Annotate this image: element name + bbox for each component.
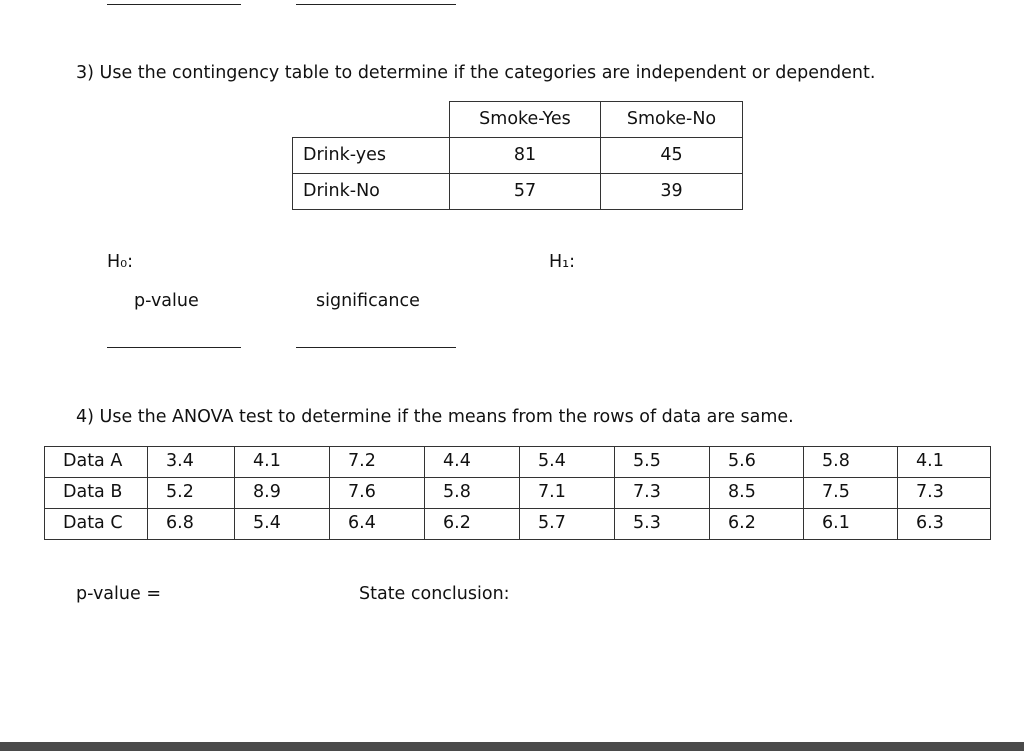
table-cell: 7.3 — [898, 478, 991, 509]
anova-data-table — [44, 446, 991, 540]
table-cell: 4.4 — [425, 447, 520, 478]
table-cell: 6.1 — [804, 509, 898, 540]
table-cell: 45 — [601, 138, 743, 174]
row-label-data-b: Data B — [45, 478, 148, 509]
table-row — [45, 509, 991, 540]
contingency-header-row — [293, 102, 743, 138]
table-cell: 81 — [450, 138, 601, 174]
table-row — [293, 174, 743, 210]
row-label-data-a: Data A — [45, 447, 148, 478]
table-cell: 5.6 — [710, 447, 804, 478]
table-cell: 7.6 — [330, 478, 425, 509]
table-cell: 7.5 — [804, 478, 898, 509]
table-cell: 5.5 — [615, 447, 710, 478]
table-cell: 5.4 — [520, 447, 615, 478]
table-cell: 5.2 — [148, 478, 235, 509]
table-cell: 4.1 — [898, 447, 991, 478]
table-cell: 8.9 — [235, 478, 330, 509]
table-cell: 5.4 — [235, 509, 330, 540]
table-cell: 6.8 — [148, 509, 235, 540]
table-cell: 5.3 — [615, 509, 710, 540]
contingency-corner-cell — [293, 102, 450, 138]
anova-pvalue-label: p-value = — [76, 584, 161, 604]
contingency-table — [292, 101, 743, 210]
h0-label: H₀: — [107, 252, 134, 272]
col-header-smoke-yes: Smoke-Yes — [450, 102, 601, 138]
table-cell: 6.2 — [425, 509, 520, 540]
row-label-drink-no: Drink-No — [293, 174, 450, 210]
table-cell: 5.7 — [520, 509, 615, 540]
table-row — [293, 138, 743, 174]
table-cell: 39 — [601, 174, 743, 210]
table-cell: 4.1 — [235, 447, 330, 478]
pvalue-answer-line — [107, 347, 241, 348]
answer-line-top-1 — [107, 4, 241, 5]
table-cell: 7.2 — [330, 447, 425, 478]
table-cell: 8.5 — [710, 478, 804, 509]
table-cell: 6.4 — [330, 509, 425, 540]
table-row — [45, 478, 991, 509]
conclusion-label: State conclusion: — [359, 584, 510, 604]
table-row — [45, 447, 991, 478]
h1-label: H₁: — [549, 252, 576, 272]
row-label-drink-yes: Drink-yes — [293, 138, 450, 174]
table-cell: 5.8 — [425, 478, 520, 509]
row-label-data-c: Data C — [45, 509, 148, 540]
answer-line-top-2 — [296, 4, 456, 5]
bottom-scroll-bar — [0, 742, 1024, 751]
significance-label: significance — [316, 291, 420, 311]
table-cell: 6.3 — [898, 509, 991, 540]
table-cell: 6.2 — [710, 509, 804, 540]
col-header-smoke-no: Smoke-No — [601, 102, 743, 138]
table-cell: 7.3 — [615, 478, 710, 509]
table-cell: 5.8 — [804, 447, 898, 478]
table-cell: 57 — [450, 174, 601, 210]
table-cell: 3.4 — [148, 447, 235, 478]
pvalue-label: p-value — [134, 291, 199, 311]
table-cell: 7.1 — [520, 478, 615, 509]
q3-question: 3) Use the contingency table to determine if the categories are independent or dependent. — [76, 63, 876, 83]
q4-question: 4) Use the ANOVA test to determine if the means from the rows of data are same. — [76, 407, 794, 427]
significance-answer-line — [296, 347, 456, 348]
